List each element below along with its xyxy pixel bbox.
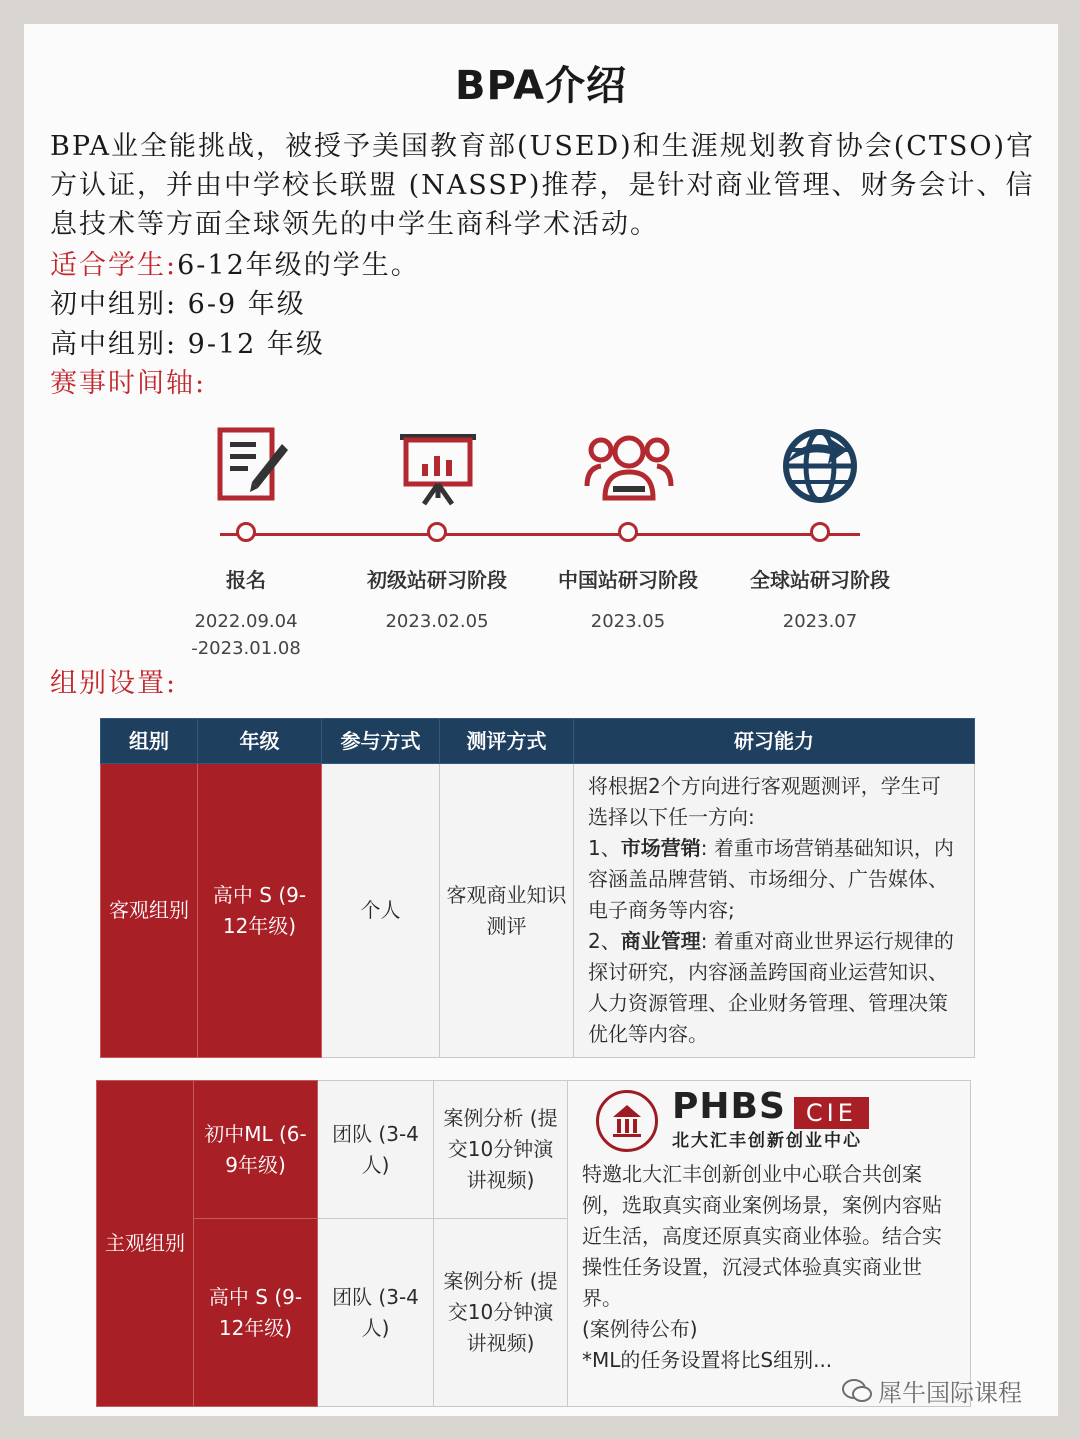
timeline-date: 2023.02.05 [385, 611, 489, 632]
objective-assessment-cell: 客观商业知识测评 [440, 764, 574, 1058]
timeline-label: 中国站研习阶段 [558, 568, 698, 592]
timeline-date-start: 2022.09.04 [194, 611, 298, 632]
globe-icon [772, 424, 868, 506]
objective-group-cell: 客观组别 [101, 764, 198, 1058]
header-group: 组别 [101, 719, 198, 764]
presentation-icon [390, 424, 486, 506]
peking-university-seal-icon [596, 1090, 658, 1152]
intro-paragraph: BPA业全能挑战，被授予美国教育部(USED)和生涯规划教育协会(CTSO)官方认证，并由中学校长联盟 (NASSP)推荐，是针对商业管理、财务会计、信息技术等方面全球领先的中学生商科学术活动。 [50, 131, 1036, 240]
timeline-date: 2023.05 [590, 611, 666, 632]
subjective-description: 特邀北大汇丰创新创业中心联合共创案例，选取真实商业案例场景，案例内容贴近生活，高度还原真实商业体验。结合实操性任务设置，沉浸式体验真实商业世界。 [582, 1161, 942, 1310]
table-row [101, 764, 975, 1058]
subjective-mode-cell: 团队 (3-4人) [318, 1081, 434, 1219]
timeline-dot [427, 522, 447, 542]
ml-task-note: *ML的任务设置将比S组别... [582, 1347, 833, 1372]
ability-intro: 将根据2个方向进行客观题测评，学生可选择以下任一方向: [588, 774, 941, 829]
objective-grade-cell: 高中 S (9-12年级) [198, 764, 322, 1058]
timeline-dot [618, 522, 638, 542]
case-pending-note: (案例待公布) [582, 1316, 698, 1341]
timeline-date-end: -2023.01.08 [191, 638, 301, 659]
suitable-label: 适合学生: [50, 250, 178, 281]
table-header-row [101, 719, 975, 764]
timeline-dot [810, 522, 830, 542]
ability-item-marketing: 1、市场营销: 着重市场营销基础知识，内容涵盖品牌营销、市场细分、广告媒体、电子商务等内容; [588, 836, 954, 922]
subjective-group-table [96, 1080, 971, 1407]
subjective-grade-cell: 初中ML (6-9年级) [194, 1081, 318, 1219]
timeline-heading: 赛事时间轴: [50, 368, 207, 399]
subjective-ability-cell [568, 1081, 971, 1407]
subjective-mode-cell: 团队 (3-4人) [318, 1219, 434, 1407]
timeline-dot [236, 522, 256, 542]
objective-mode-cell: 个人 [322, 764, 440, 1058]
watermark [842, 1373, 1022, 1408]
page-title: BPA介绍 [454, 63, 628, 109]
senior-group-line: 高中组别: 9-12 年级 [50, 329, 325, 360]
content-card [24, 24, 1058, 1416]
subjective-assessment-cell: 案例分析 (提交10分钟演讲视频) [434, 1219, 568, 1407]
timeline-axis [220, 533, 860, 536]
table-row [97, 1081, 971, 1219]
objective-ability-cell [574, 764, 975, 1058]
header-mode: 参与方式 [322, 719, 440, 764]
junior-group-line: 初中组别: 6-9 年级 [50, 289, 306, 320]
suitable-value: 6-12年级的学生。 [177, 250, 420, 281]
header-grade: 年级 [198, 719, 322, 764]
subjective-grade-cell: 高中 S (9-12年级) [194, 1219, 318, 1407]
suitable-students [50, 246, 420, 285]
timeline-date [151, 608, 341, 662]
groups-heading: 组别设置: [50, 668, 178, 699]
subjective-assessment-cell: 案例分析 (提交10分钟演讲视频) [434, 1081, 568, 1219]
form-edit-icon [200, 424, 296, 506]
logo-main-text: PHBS [672, 1086, 786, 1127]
group-icon [581, 424, 677, 506]
timeline-label: 报名 [226, 568, 266, 592]
logo-subtitle: 北大汇丰创新创业中心 [672, 1130, 862, 1151]
phbs-cie-logo [596, 1086, 956, 1153]
ability-item-management: 2、商业管理: 着重对商业世界运行规律的探讨研究，内容涵盖跨国商业运营知识、人力资源管理、企业财务管理、管理决策优化等内容。 [588, 929, 954, 1046]
watermark-text: 犀牛国际课程 [878, 1379, 1022, 1407]
timeline-label: 全球站研习阶段 [750, 568, 890, 592]
header-assessment: 测评方式 [440, 719, 574, 764]
subjective-group-cell: 主观组别 [97, 1081, 194, 1407]
logo-tag: CIE [794, 1097, 869, 1129]
header-ability: 研习能力 [574, 719, 975, 764]
objective-group-table [100, 718, 975, 1058]
timeline-label: 初级站研习阶段 [367, 568, 507, 592]
timeline-date: 2023.07 [782, 611, 858, 632]
wechat-icon [842, 1378, 872, 1404]
